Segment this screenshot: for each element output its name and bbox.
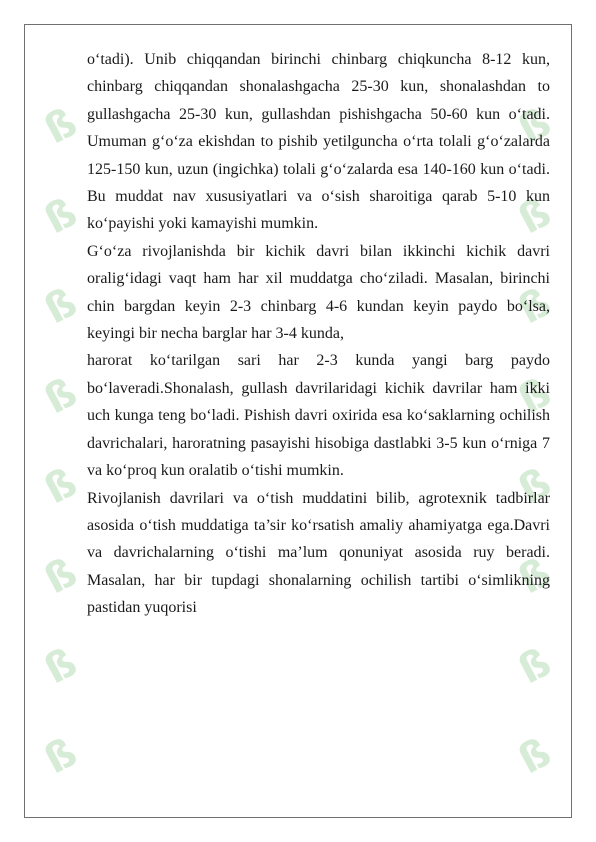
svg-text:ß: ß [37,99,85,154]
svg-text:ß: ß [511,279,559,334]
svg-text:ß: ß [511,729,559,784]
svg-text:ß: ß [37,639,85,694]
paragraph-1: o‘tadi). Unib chiqqandan birinchi chinbarg chiqkuncha 8-12 kun, chinbarg chiqqandan shonalashgacha 25-30 kun, shonalashdan to gullashgacha 25-30 kun, gullashdan pishishgacha 50-60 kun o‘tadi. Umuman g‘o‘za ekishdan to pishib yetilguncha o‘rta tolali g‘o‘zalarda 125-150 kun, uzun (ingichka) tolali g‘o‘zalarda esa 140-160 kun o‘tadi. Bu muddat nav xususiyatlari va o‘sish sharoitiga qarab 5-10 kun ko‘payishi yoki kamayishi mumkin. [87,51,550,233]
svg-text:ß: ß [511,639,559,694]
svg-text:ß: ß [37,729,85,784]
paragraph-2: G‘o‘za rivojlanishda bir kichik davri bilan ikkinchi kichik davri oralig‘idagi vaqt ham har xil muddatga cho‘ziladi. Masalan, birinchi chin bargdan keyin 2-3 chinbarg 4-6 kundan keyin paydo bo‘lsa, keyingi bir necha barglar har 3-4 kunda, [87,242,550,343]
svg-text:ß: ß [37,459,85,514]
document-body [87,46,550,622]
svg-text:ß: ß [511,189,559,244]
svg-text:ß: ß [511,369,559,424]
svg-text:ß: ß [511,549,559,604]
svg-text:ß: ß [37,549,85,604]
svg-text:ß: ß [511,459,559,514]
svg-text:ß: ß [37,369,85,424]
svg-text:ß: ß [511,99,559,154]
svg-text:ß: ß [37,189,85,244]
paragraph-3: harorat ko‘tarilgan sari har 2-3 kunda yangi barg paydo bo‘laveradi.Shonalash, gullash davrilaridagi kichik davrilar ham ikki uch kunga teng bo‘ladi. Pishish davri oxirida esa ko‘saklarning ochilish davrichalari, haroratning pasayishi hisobiga dastlabki 3-5 kun o‘rniga 7 va ko‘proq kun oralatib o‘tishi mumkin. [87,352,550,480]
svg-text:ß: ß [37,279,85,334]
paragraph-4: Rivojlanish davrilari va o‘tish muddatini bilib, agrotexnik tadbirlar asosida o‘tish muddatiga ta’sir ko‘rsatish amaliy ahamiyatga ega.Davri va davrichalarning o‘tishi ma’lum qonuniyat asosida ruy beradi. Masalan, har bir tupdagi shonalarning ochilish tartibi o‘simlikning pastidan yuqorisi [87,489,550,617]
